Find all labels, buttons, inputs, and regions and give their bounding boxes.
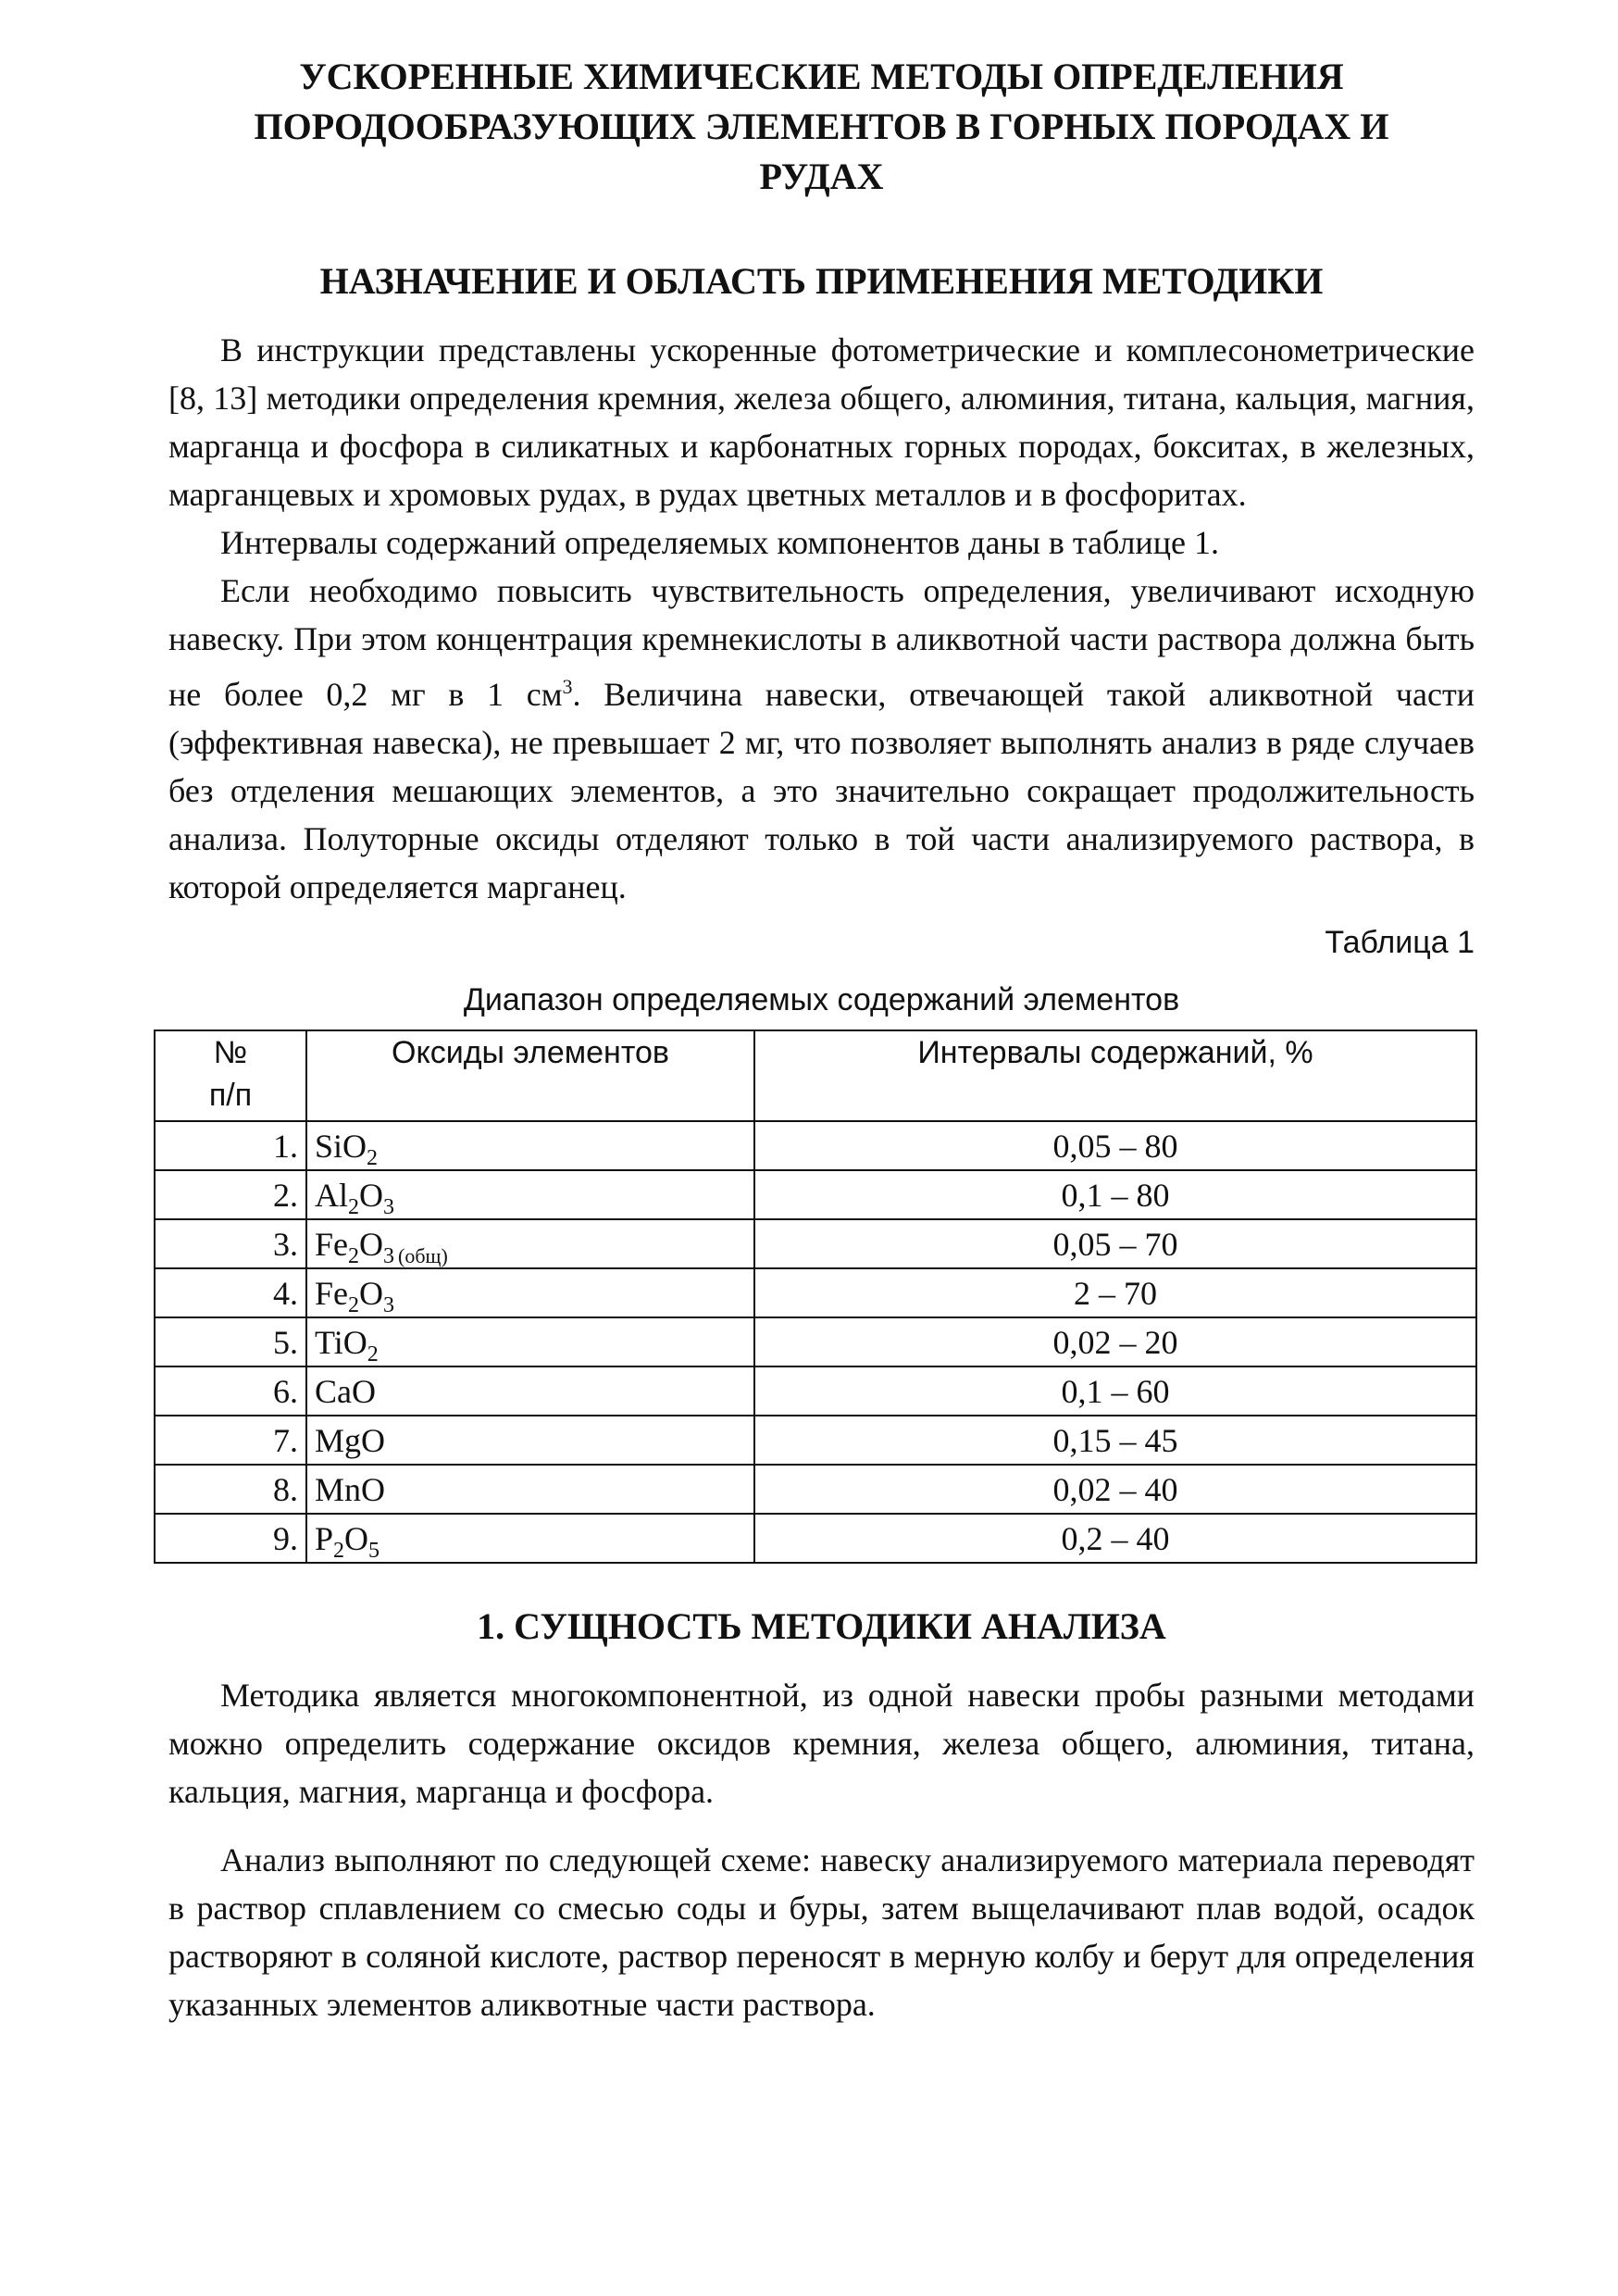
row-number bbox=[155, 1121, 306, 1170]
oxide-base: SiO bbox=[315, 1127, 367, 1165]
row-number-value: 9 . bbox=[273, 1520, 298, 1557]
oxide-subscript: 2 bbox=[348, 1292, 359, 1317]
oxide-subscript: 3 bbox=[383, 1194, 394, 1219]
row-oxide bbox=[306, 1170, 754, 1219]
header-oxide: Оксиды элементов bbox=[306, 1030, 754, 1121]
oxide-subscript: 2 bbox=[367, 1145, 379, 1170]
row-number-value: 3 . bbox=[273, 1226, 298, 1263]
header-number-line-1: № bbox=[213, 1035, 248, 1070]
oxide-base: TiO bbox=[315, 1323, 367, 1361]
section-1-paragraph-2: Анализ выполняют по следующей схеме: навеску анализируемого материала переводят в раствор сплавлением со смесью соды и буры, затем выщелачивают плав водой, осадок растворяют в соляной кислоте, раствор переносят в мерную колбу и берут для определения указанных элементов аликвотные части раствора. bbox=[168, 1841, 1475, 2023]
oxide-base: Fe bbox=[315, 1225, 348, 1263]
table-row bbox=[155, 1465, 1476, 1514]
oxide-base: MnO bbox=[315, 1470, 386, 1508]
table-row bbox=[155, 1416, 1476, 1465]
row-range: 0,02 – 40 bbox=[754, 1465, 1476, 1514]
row-oxide bbox=[306, 1416, 754, 1465]
row-number bbox=[155, 1366, 306, 1416]
row-range: 0,05 – 70 bbox=[754, 1219, 1476, 1268]
row-range: 0,2 – 40 bbox=[754, 1514, 1476, 1563]
oxide-subscript: 2 bbox=[348, 1243, 359, 1268]
row-number-value: 8 . bbox=[273, 1471, 298, 1508]
row-number-value: 4 . bbox=[273, 1275, 298, 1312]
oxide-note: (общ) bbox=[398, 1243, 448, 1267]
oxide-base: Fe bbox=[315, 1274, 348, 1312]
oxide-subscript: 2 bbox=[348, 1194, 359, 1219]
oxide-subscript: 3 bbox=[383, 1292, 394, 1317]
purpose-paragraph-3 bbox=[168, 567, 1475, 911]
row-number-value: 5 . bbox=[273, 1324, 298, 1361]
row-oxide bbox=[306, 1514, 754, 1563]
row-range: 0,02 – 20 bbox=[754, 1317, 1476, 1366]
row-number bbox=[155, 1219, 306, 1268]
row-number-value: 7 . bbox=[273, 1422, 298, 1459]
row-number-value: 2 . bbox=[273, 1177, 298, 1214]
table-row bbox=[155, 1121, 1476, 1170]
header-range: Интервалы содержаний, % bbox=[754, 1030, 1476, 1121]
table-number-label: Таблица 1 bbox=[1325, 925, 1475, 960]
row-number bbox=[155, 1416, 306, 1465]
oxide-subscript: 3 bbox=[383, 1243, 394, 1268]
row-range: 0,15 – 45 bbox=[754, 1416, 1476, 1465]
table-body bbox=[155, 1121, 1476, 1563]
row-oxide bbox=[306, 1121, 754, 1170]
row-oxide bbox=[306, 1219, 754, 1268]
purpose-paragraph-1: В инструкции представлены ускоренные фотометрические и комплесонометрические [8, 13] методики определения кремния, железа общего, алюминия, титана, кальция, магния, марганца и фосфора в силикатных и карбонатных горных породах, бокситах, в железных, марганцевых и хромовых рудах, в рудах цветных металлов и в фосфоритах. bbox=[168, 331, 1475, 513]
p3-text-end: . Величина навески, отвечающей такой аликвотной части (эффективная навеска), не превышает 2 мг, что позволяет выполнять анализ в ряде случаев без отделения мешающих элементов, а это значительно сокращает продолжительность анализа. Полуторные оксиды отделяют только в той части анализируемого раствора, в которой определяется марганец. bbox=[168, 676, 1475, 905]
row-range: 0,1 – 80 bbox=[754, 1170, 1476, 1219]
oxide-base: Al bbox=[315, 1176, 348, 1214]
document-title bbox=[168, 52, 1475, 202]
purpose-paragraph-2: Интервалы содержаний определяемых компонентов даны в таблице 1. bbox=[220, 524, 1219, 561]
header-number bbox=[155, 1030, 306, 1121]
table-row bbox=[155, 1514, 1476, 1563]
p3-superscript: 3 bbox=[562, 675, 573, 698]
row-number bbox=[155, 1514, 306, 1563]
table-caption: Диапазон определяемых содержаний элементов bbox=[463, 982, 1180, 1017]
table-row bbox=[155, 1317, 1476, 1366]
oxide-base: CaO bbox=[315, 1372, 376, 1410]
row-number-value: 1 . bbox=[273, 1128, 298, 1165]
oxide-base: O bbox=[359, 1225, 383, 1263]
table-header-row bbox=[155, 1030, 1476, 1121]
row-range: 2 – 70 bbox=[754, 1268, 1476, 1317]
row-oxide bbox=[306, 1268, 754, 1317]
oxide-base: P bbox=[315, 1519, 334, 1557]
row-range: 0,1 – 60 bbox=[754, 1366, 1476, 1416]
section-1-heading: 1. СУЩНОСТЬ МЕТОДИКИ АНАЛИЗА bbox=[477, 1605, 1166, 1647]
title-line: РУДАХ bbox=[759, 156, 884, 197]
row-oxide bbox=[306, 1465, 754, 1514]
row-number bbox=[155, 1268, 306, 1317]
oxide-subscript: 2 bbox=[333, 1538, 345, 1563]
section-1-paragraph-1: Методика является многокомпонентной, из одной навески пробы разными методами можно определить содержание оксидов кремния, железа общего, алюминия, титана, кальция, магния, марганца и фосфора. bbox=[168, 1677, 1475, 1810]
oxide-base: O bbox=[344, 1519, 369, 1557]
row-number-value: 6 . bbox=[273, 1373, 298, 1410]
oxide-base: O bbox=[359, 1274, 383, 1312]
title-line: ПОРОДООБРАЗУЮЩИХ ЭЛЕМЕНТОВ В ГОРНЫХ ПОРОДАХ И bbox=[254, 106, 1389, 147]
header-number-line-2: п/п bbox=[208, 1078, 253, 1113]
element-ranges-table bbox=[154, 1029, 1477, 1564]
table-row bbox=[155, 1170, 1476, 1219]
title-line: УСКОРЕННЫЕ ХИМИЧЕСКИЕ МЕТОДЫ ОПРЕДЕЛЕНИЯ bbox=[299, 56, 1344, 97]
row-oxide bbox=[306, 1366, 754, 1416]
oxide-subscript: 5 bbox=[368, 1538, 380, 1563]
row-oxide bbox=[306, 1317, 754, 1366]
row-number bbox=[155, 1465, 306, 1514]
table-row bbox=[155, 1366, 1476, 1416]
row-range: 0,05 – 80 bbox=[754, 1121, 1476, 1170]
oxide-base: O bbox=[359, 1176, 383, 1214]
oxide-subscript: 2 bbox=[367, 1341, 379, 1366]
oxide-base: MgO bbox=[315, 1421, 386, 1459]
row-number bbox=[155, 1170, 306, 1219]
purpose-heading: НАЗНАЧЕНИЕ И ОБЛАСТЬ ПРИМЕНЕНИЯ МЕТОДИКИ bbox=[319, 260, 1324, 302]
row-number bbox=[155, 1317, 306, 1366]
table-row bbox=[155, 1219, 1476, 1268]
table-row bbox=[155, 1268, 1476, 1317]
p3-text-start: Если необходимо повысить чувствительность определения, увеличивают исходную навеску. При этом концентрация кремнекислоты в аликвотной части раствора должна быть не более 0,2 мг в 1 см bbox=[168, 572, 1475, 713]
